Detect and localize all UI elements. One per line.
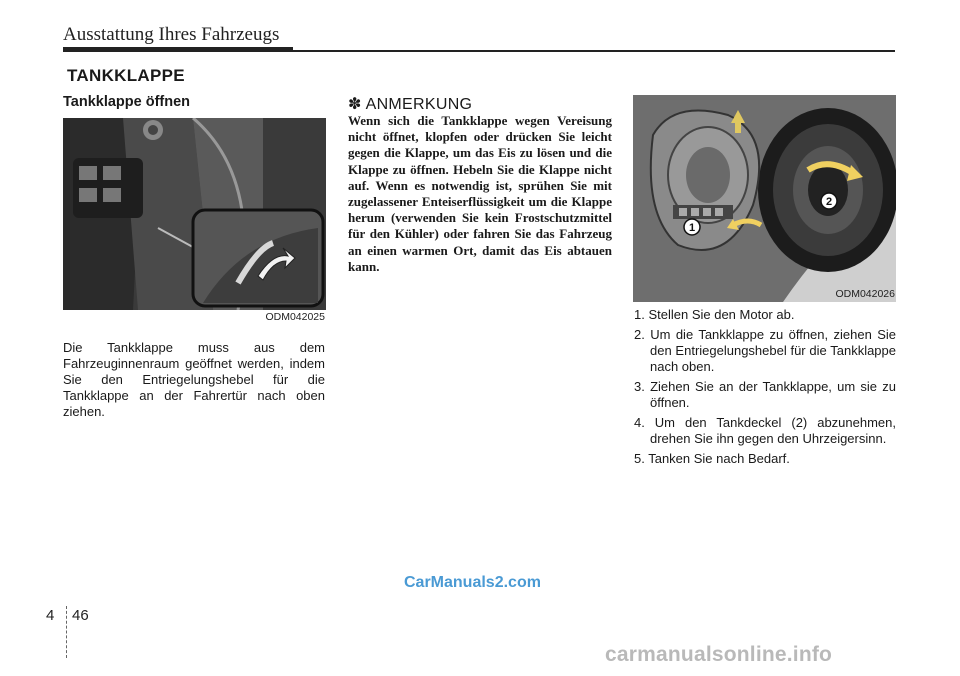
right-image-code: ODM042026 [835,288,895,300]
header-bar [63,47,293,52]
page-number: 46 [72,607,89,624]
note-text: Wenn sich die Tankklappe wegen Vereisung nicht öffnet, klopfen oder drücken Sie leicht gegen die Klappe, um das Eis zu lösen und die Klappe zu öffnen. Hebeln Sie die Klappe nicht auf. Wenn es notwendig ist, sprühen Sie mit zugelassener Enteiserflüssigkeit um die Klappe herum (verwenden Sie kein Frostschutzmittel für den Kühler) oder fahren Sie das Fahrzeug an einen warmen Ort, damit das Eis abtauen kann. [348,113,612,274]
header-rule [293,50,895,52]
left-image-code: ODM042025 [265,311,325,323]
fuel-door-photo [633,95,896,302]
footer-divider [66,606,67,658]
list-item: 1. Stellen Sie den Motor ab. [634,307,795,322]
note-heading [348,94,472,114]
footer-site-watermark: carmanualsonline.info [605,643,833,666]
list-item: 2. Um die Tankklappe zu öffnen, ziehen Sie den Entriegelungshebel für die Tankklappe nach oben. [634,327,896,374]
left-body-text: Die Tankklappe muss aus dem Fahrzeuginnenraum geöffnet werden, indem Sie den Entriegelungshebel für die Tankklappe an der Fahrertür nach oben ziehen. [63,340,325,419]
left-heading: Tankklappe öffnen [63,94,191,110]
list-item: 5. Tanken Sie nach Bedarf. [634,451,790,466]
note-asterisk-icon: ✽ [348,96,362,113]
steps-list [634,307,896,471]
section-title: TANKKLAPPE [67,66,185,85]
callout-2: 2 [825,196,833,208]
callout-1: 1 [688,222,696,234]
list-item: 3. Ziehen Sie an der Tankklappe, um sie zu öffnen. [634,379,896,410]
chapter-number: 4 [46,607,55,624]
note-heading-label: ANMERKUNG [365,96,473,113]
watermark-link[interactable]: CarManuals2.com [404,574,541,591]
header-title: Ausstattung Ihres Fahrzeugs [63,24,280,45]
list-item: 4. Um den Tankdeckel (2) abzunehmen, drehen Sie ihn gegen den Uhrzeigersinn. [634,415,896,446]
door-lever-photo [63,118,326,310]
